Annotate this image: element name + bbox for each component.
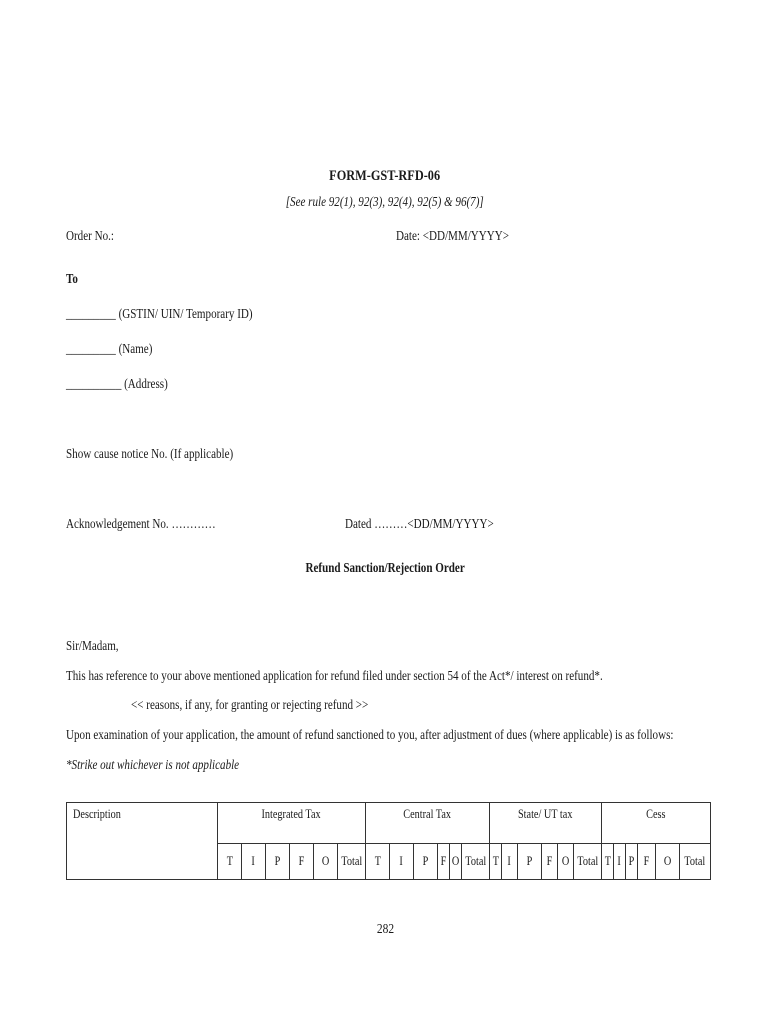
cgst-i-header: I — [390, 843, 414, 879]
form-title: FORM-GST-RFD-06 — [329, 168, 441, 184]
cess-t-header: T — [602, 843, 614, 879]
igst-p-header: P — [266, 843, 290, 879]
order-date-label: Date: <DD/MM/YYYY> — [396, 228, 510, 243]
description-header: Description — [67, 803, 218, 880]
cess-p-header: P — [626, 843, 638, 879]
to-label: To — [66, 271, 78, 286]
order-heading: Refund Sanction/Rejection Order — [305, 560, 465, 575]
show-cause-notice-label: Show cause notice No. (If applicable) — [66, 446, 234, 461]
cgst-o-header: O — [450, 843, 462, 879]
sgst-t-header: T — [490, 843, 502, 879]
table-header-row — [67, 803, 711, 844]
sgst-total-header: Total — [574, 843, 602, 879]
cgst-p-header: P — [414, 843, 438, 879]
state-ut-tax-header: State/ UT tax — [490, 803, 602, 844]
integrated-tax-header: Integrated Tax — [218, 803, 366, 844]
address-line: __________ (Address) — [66, 376, 168, 391]
cgst-f-header: F — [438, 843, 450, 879]
reasons-placeholder: << reasons, if any, for granting or rejecting refund >> — [131, 697, 369, 712]
refund-table — [66, 802, 711, 880]
sgst-o-header: O — [558, 843, 574, 879]
igst-f-header: F — [290, 843, 314, 879]
strike-out-note: *Strike out whichever is not applicable — [66, 757, 240, 772]
central-tax-header: Central Tax — [366, 803, 490, 844]
igst-t-header: T — [218, 843, 242, 879]
salutation: Sir/Madam, — [66, 638, 119, 653]
examination-paragraph: Upon examination of your application, the amount of refund sanctioned to you, after adjustment of dues (where applicable) is as follows: — [66, 727, 674, 742]
rule-reference: [See rule 92(1), 92(3), 92(4), 92(5) & 96(7)] — [285, 194, 484, 209]
dated-label: Dated ………<DD/MM/YYYY> — [345, 516, 494, 531]
order-no-label: Order No.: — [66, 228, 114, 243]
igst-i-header: I — [242, 843, 266, 879]
cess-o-header: O — [656, 843, 680, 879]
reference-paragraph: This has reference to your above mentioned application for refund filed under section 54 of the Act*/ interest on refund*. — [66, 668, 603, 683]
igst-total-header: Total — [338, 843, 366, 879]
cgst-total-header: Total — [462, 843, 490, 879]
sgst-i-header: I — [502, 843, 518, 879]
gstin-line: _________ (GSTIN/ UIN/ Temporary ID) — [66, 306, 253, 321]
cgst-t-header: T — [366, 843, 390, 879]
sgst-f-header: F — [542, 843, 558, 879]
page-number: 282 — [376, 922, 394, 937]
acknowledgement-label: Acknowledgement No. ………… — [66, 516, 216, 531]
name-line: _________ (Name) — [66, 341, 153, 356]
sgst-p-header: P — [518, 843, 542, 879]
cess-f-header: F — [638, 843, 656, 879]
igst-o-header: O — [314, 843, 338, 879]
cess-total-header: Total — [680, 843, 711, 879]
cess-header: Cess — [602, 803, 711, 844]
cess-i-header: I — [614, 843, 626, 879]
